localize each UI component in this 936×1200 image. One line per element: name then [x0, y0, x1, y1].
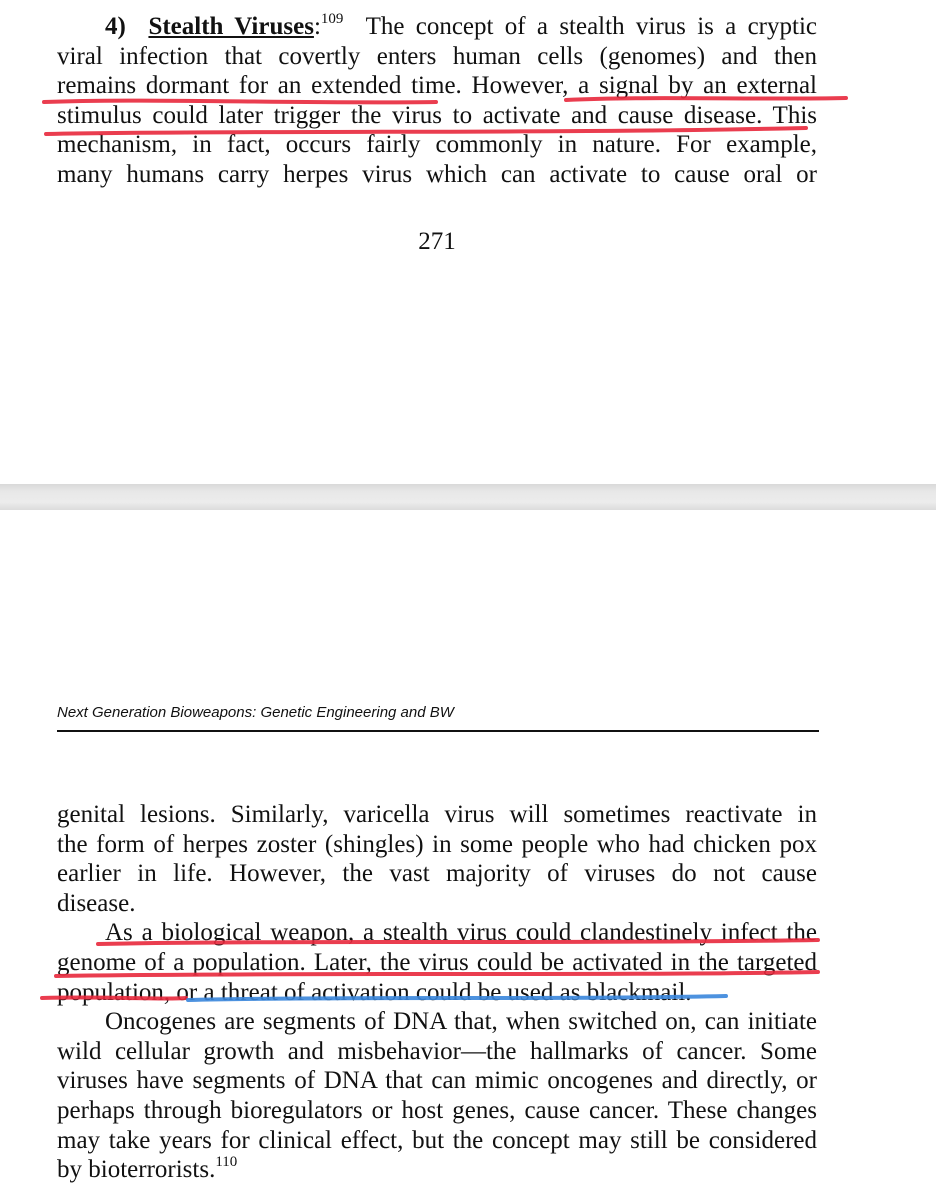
text-line: viruses have segments of DNA that can mimic oncogenes and directly, or: [57, 1067, 817, 1095]
text-line: wild cellular growth and misbehavior—the hallmarks of cancer. Some: [57, 1037, 817, 1065]
text-line: the form of herpes zoster (shingles) in some people who had chicken pox: [57, 830, 817, 858]
text-line: [57, 1155, 817, 1185]
text-line: may take years for clinical effect, but the concept may still be considered: [57, 1126, 817, 1154]
text-line: As a biological weapon, a stealth virus could clandestinely infect the: [105, 919, 817, 947]
text-line: earlier in life. However, the vast majority of viruses do not cause: [57, 860, 817, 888]
text-line: genital lesions. Similarly, varicella virus will sometimes reactivate in: [57, 801, 817, 828]
text-line: disease.: [57, 889, 136, 917]
section-heading: Stealth Viruses: [148, 13, 314, 40]
text-line: Oncogenes are segments of DNA that, when switched on, can initiate: [105, 1008, 817, 1036]
text-line-content: by bioterrorists.: [57, 1156, 216, 1184]
text-line: many humans carry herpes virus which can activate to cause oral or: [57, 160, 817, 188]
text-line: viral infection that covertly enters human cells (genomes) and then: [57, 42, 817, 70]
footnote-ref-110: 110: [215, 1154, 238, 1171]
text-line: mechanism, in fact, occurs fairly commonly in nature. For example,: [57, 131, 817, 159]
heading-colon: :: [313, 13, 321, 40]
top-page: [0, 0, 936, 484]
header-rule: [57, 730, 819, 732]
text-line: perhaps through bioregulators or host genes, cause cancer. These changes: [57, 1096, 817, 1124]
text-line: genome of a population. Later, the virus could be activated in the targeted: [57, 948, 817, 976]
text-line: [57, 12, 817, 42]
page-number: 271: [418, 228, 456, 255]
text-line: remains dormant for an extended time. However, a signal by an external: [57, 72, 817, 100]
body-text: [57, 800, 817, 1185]
bottom-page: [0, 510, 936, 1200]
heading-number: 4): [105, 13, 126, 40]
text-line: population, or a threat of activation could be used as blackmail.: [57, 978, 692, 1006]
footnote-ref-109: 109: [320, 11, 344, 27]
page-gutter: [0, 484, 936, 510]
text-line: stimulus could later trigger the virus to activate and cause disease. This: [57, 101, 817, 129]
text-line-content: The concept of a stealth virus is a cryptic: [365, 13, 817, 40]
running-header: Next Generation Bioweapons: Genetic Engineering and BW: [57, 704, 454, 721]
stealth-virus-paragraph: [57, 12, 817, 190]
